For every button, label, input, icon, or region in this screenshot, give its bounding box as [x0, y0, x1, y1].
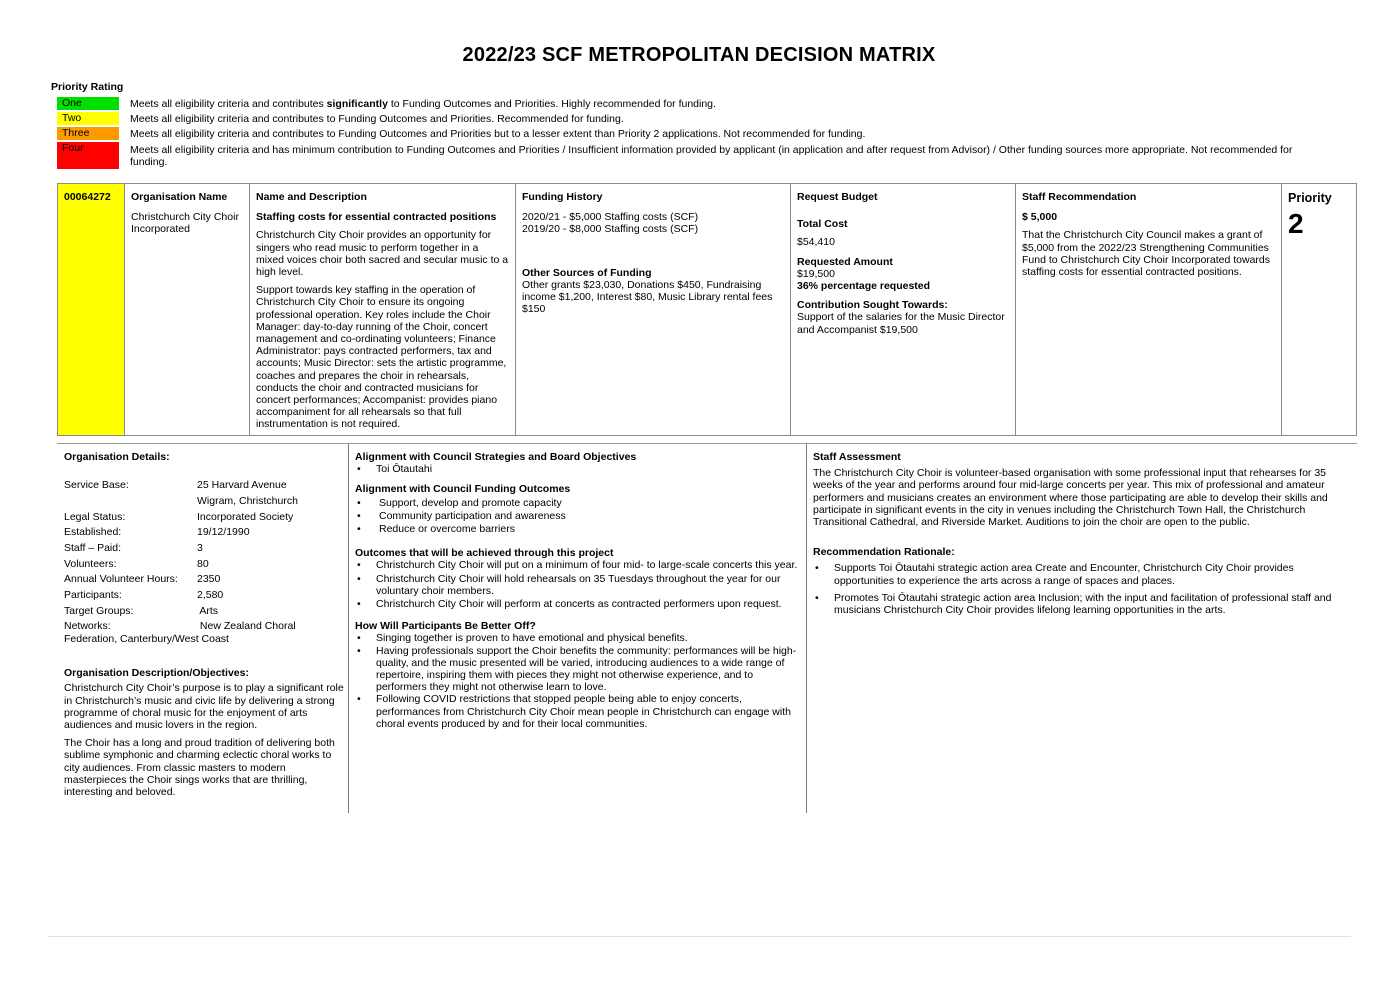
list-item: • Promotes Toi Ōtautahi strategic action area Inclusion; with the input and facilitation of professional staff and musicians Christchurch City Choir provides lifelong learning opportunities in the arts.	[813, 592, 1343, 616]
detail-label: Volunteers:	[64, 557, 117, 570]
requested-amount-label: Requested Amount	[797, 255, 893, 268]
detail-value: 3	[197, 541, 203, 554]
priority-legend-row	[57, 97, 119, 110]
priority-one-desc-post: to Funding Outcomes and Priorities. Highly recommended for funding.	[387, 98, 716, 110]
project-title: Staffing costs for essential contracted positions	[256, 211, 497, 224]
priority-one-description	[130, 98, 1320, 110]
priority-one-desc-pre: Meets all eligibility criteria and contributes	[130, 98, 327, 110]
list-item: • Toi Ōtautahi	[355, 463, 801, 475]
name-description-heading: Name and Description	[256, 191, 367, 203]
priority-four-description: Meets all eligibility criteria and has minimum contribution to Funding Outcomes and Priorities / Insufficient information provided by applicant (in application and after request from Advisor) / Other funding sources more appropriate. Not recommended for funding.	[130, 144, 1293, 169]
contribution-sought-label: Contribution Sought Towards:	[797, 299, 948, 312]
organisation-description-paragraph: The Choir has a long and proud tradition of delivering both sublime symphonic and charming eclectic choral works to city audiences. From classic masters to modern masterpieces the Choir sings works that are thrilling, interesting and beloved.	[64, 737, 335, 798]
detail-row	[64, 558, 344, 574]
detail-value: 2,580	[197, 589, 224, 602]
list-item: • Singing together is proven to have emotional and physical benefits.	[355, 632, 801, 644]
detail-label: Participants:	[64, 589, 122, 602]
request-budget-cell	[791, 184, 1016, 435]
staff-assessment-heading: Staff Assessment	[813, 451, 901, 463]
total-cost-label: Total Cost	[797, 218, 848, 231]
detail-label	[64, 495, 197, 511]
requested-amount-value: $19,500	[797, 267, 835, 280]
project-outcomes-heading: Outcomes that will be achieved through this project	[355, 547, 614, 560]
priority-four-swatch: Four	[57, 142, 119, 169]
list-item: • Having professionals support the Choir benefits the community: performances will be high-quality, and the music presented will be varied, introducing audiences to a wide range of repertoire, inspiring them with pieces they might not otherwise experience, and to performers they might not otherwise learn to love.	[355, 645, 801, 694]
funding-history-heading: Funding History	[522, 191, 603, 203]
detail-label: Annual Volunteer Hours:	[64, 573, 178, 586]
list-item: • Reduce or overcome barriers	[355, 523, 801, 535]
organisation-name-cell	[125, 184, 250, 435]
detail-value: Incorporated Society	[197, 510, 294, 523]
funding-history-cell	[516, 184, 791, 435]
alignment-column	[355, 451, 801, 730]
detail-value: Wigram, Christchurch	[197, 494, 298, 507]
total-cost-value: $54,410	[797, 236, 835, 249]
priority-one-swatch: One	[57, 97, 119, 110]
staff-recommendation-cell	[1016, 184, 1282, 435]
detail-row	[64, 605, 344, 621]
page-title: 2022/23 SCF METROPOLITAN DECISION MATRIX	[462, 44, 936, 66]
staff-assessment-column	[813, 451, 1343, 616]
organisation-details-heading: Organisation Details:	[64, 451, 170, 463]
detail-row	[64, 542, 344, 558]
detail-label: Established:	[64, 526, 122, 539]
detail-row	[64, 620, 344, 633]
organisation-description-heading: Organisation Description/Objectives:	[64, 667, 249, 680]
detail-label: Networks:	[64, 620, 111, 633]
list-item: • Support, develop and promote capacity	[355, 497, 801, 509]
detail-value: 19/12/1990	[197, 526, 250, 539]
detail-value: 80	[197, 557, 209, 570]
application-id-cell	[58, 184, 125, 435]
list-item: • Community participation and awareness	[355, 510, 801, 522]
contribution-sought-text: Support of the salaries for the Music Director and Accompanist $19,500	[797, 311, 1005, 336]
organisation-name-heading: Organisation Name	[131, 191, 228, 203]
name-description-cell	[250, 184, 516, 435]
detail-label: Staff – Paid:	[64, 541, 122, 554]
organisation-details-column	[64, 451, 344, 798]
funding-history-line: 2019/20 - $8,000 Staffing costs (SCF)	[522, 223, 699, 236]
detail-value: 25 Harvard Avenue	[197, 479, 287, 492]
detail-row	[64, 573, 344, 589]
recommendation-text: That the Christchurch City Council makes a grant of $5,000 from the 2022/23 Strengthening Communities Fund to Christchurch City Choir Incorporated towards staffing costs for essential contracted positions.	[1022, 229, 1271, 279]
percentage-requested: 36% percentage requested	[797, 280, 931, 293]
priority-rating-heading: Priority Rating	[51, 81, 124, 93]
request-budget-heading: Request Budget	[797, 191, 878, 203]
detail-label: Legal Status:	[64, 510, 126, 523]
priority-three-description: Meets all eligibility criteria and contributes to Funding Outcomes and Priorities but to a lesser extent than Priority 2 applications. Not recommended for funding.	[130, 128, 866, 140]
priority-legend-row	[57, 127, 119, 140]
rationale-heading: Recommendation Rationale:	[813, 546, 955, 559]
detail-row	[64, 526, 344, 542]
detail-label: Service Base:	[64, 479, 129, 492]
column-divider	[348, 444, 349, 813]
detail-label: Target Groups:	[64, 604, 134, 617]
priority-value: 2	[1288, 208, 1304, 239]
description-paragraph: Christchurch City Choir provides an opportunity for singers who read music to perform together in a mixed voices choir both sacred and secular music to a high level.	[256, 229, 509, 279]
column-divider	[806, 444, 807, 813]
other-funding-text: Other grants $23,030, Donations $450, Fundraising income $1,200, Interest $80, Music Library rental fees $150	[522, 278, 773, 316]
participants-list	[355, 632, 801, 730]
page-bottom-rule	[48, 936, 1351, 937]
decision-matrix-table	[57, 183, 1357, 436]
list-item: • Christchurch City Choir will hold rehearsals on 35 Tuesdays throughout the year for our voluntary choir members.	[355, 573, 801, 597]
list-item: • Following COVID restrictions that stopped people being able to enjoy concerts, performances from Christchurch City Choir mean people in Christchurch can engage with choral events produced by and for their local communities.	[355, 693, 801, 730]
strategies-list	[355, 463, 801, 475]
detail-row	[64, 511, 344, 527]
detail-value: 2350	[197, 573, 221, 586]
organisation-name: Christchurch City Choir Incorporated	[131, 211, 239, 236]
priority-three-swatch: Three	[57, 127, 119, 140]
detail-row	[64, 479, 344, 495]
detail-row	[64, 589, 344, 605]
list-item: • Christchurch City Choir will put on a minimum of four mid- to large-scale concerts this year.	[355, 559, 801, 571]
detail-value: Arts	[197, 604, 219, 617]
priority-heading: Priority	[1288, 191, 1332, 205]
priority-legend-row	[57, 112, 119, 125]
description-paragraph: Support towards key staffing in the operation of Christchurch City Choir to ensure its ongoing professional operation. Key roles include the Choir Manager: day-to-day running of the Choir, concert management and co-ordinating volunteers; Finance Administrator: pays contracted performers, tax and accounts; Music Director: sets the artistic programme, coaches and prepares the choir in rehearsals, conducts the choir and contracted musicians for concert performances; Accompanist: provides piano accompaniment for all rehearsals so that full instrumentation is not required.	[256, 284, 507, 431]
strategies-heading: Alignment with Council Strategies and Board Objectives	[355, 451, 637, 463]
networks-continued: Federation, Canterbury/West Coast	[64, 632, 229, 645]
section-divider	[57, 443, 1357, 444]
application-id: 00064272	[64, 191, 111, 203]
staff-recommendation-heading: Staff Recommendation	[1022, 191, 1137, 203]
detail-value: New Zealand Choral	[197, 620, 296, 633]
list-item: • Christchurch City Choir will perform at concerts as contracted performers upon request.	[355, 598, 801, 610]
priority-two-swatch: Two	[57, 112, 119, 125]
participants-heading: How Will Participants Be Better Off?	[355, 620, 536, 633]
priority-one-desc-bold: significantly	[326, 98, 388, 110]
funding-outcomes-heading: Alignment with Council Funding Outcomes	[355, 483, 571, 496]
project-outcomes-list	[355, 559, 801, 610]
rationale-list	[813, 562, 1343, 616]
recommended-amount: $ 5,000	[1022, 211, 1058, 224]
priority-legend-row	[57, 142, 119, 169]
funding-history-line: 2020/21 - $5,000 Staffing costs (SCF)	[522, 211, 699, 224]
staff-assessment-text: The Christchurch City Choir is volunteer-based organisation with some professional input that rehearses for 35 weeks of the year and performs around four mid-large concerts per year. This mix of professional and amateur performers and musicians creates an environment where those participating are able to develop their skills and participate in significant events in the city in venues including the Christchurch Town Hall, the Christchurch Transitional Cathedral, and Riverside Market. Auditions to join the choir are open to the public.	[813, 467, 1328, 529]
priority-cell	[1282, 184, 1356, 435]
detail-row	[64, 495, 344, 511]
organisation-description-paragraph: Christchurch City Choir’s purpose is to play a significant role in Christchurch’s music and civic life by delivering a strong programme of choral music for the enjoyment of arts audiences and music lovers in the region.	[64, 682, 344, 731]
priority-two-description: Meets all eligibility criteria and contributes to Funding Outcomes and Priorities. Recommended for funding.	[130, 113, 624, 125]
list-item: • Supports Toi Ōtautahi strategic action area Create and Encounter, Christchurch City Choir provides opportunities to experience the arts across a range of spaces and places.	[813, 562, 1343, 586]
funding-outcomes-list	[355, 497, 801, 536]
other-funding-heading: Other Sources of Funding	[522, 266, 652, 279]
